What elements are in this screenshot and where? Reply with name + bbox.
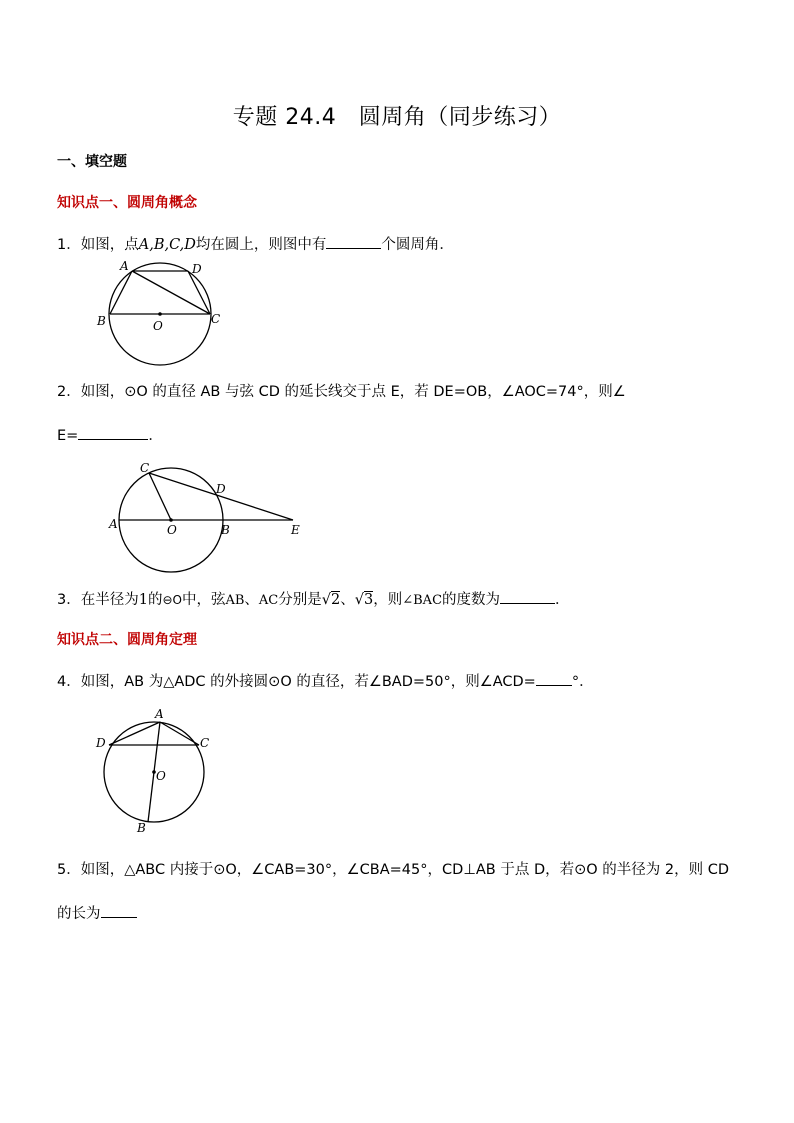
label-a: A <box>109 517 118 531</box>
question-3-suffix: ． <box>555 592 570 608</box>
section-heading-fill-blank: 一、填空题 <box>57 154 127 170</box>
sqrt-2: √2 <box>321 592 341 608</box>
question-1-suffix: 个圆周角． <box>381 237 454 253</box>
question-1-points: A,B,C,D <box>138 237 196 253</box>
question-2-prefix: E= <box>57 428 79 444</box>
question-5-line-2 <box>57 902 137 923</box>
answer-blank-1[interactable] <box>326 247 381 249</box>
label-b: B <box>221 523 230 537</box>
label-b: B <box>137 821 146 835</box>
question-5-line-1: 5．如图，△ABC 内接于⊙O，∠CAB=30°，∠CBA=45°，CD⊥AB 于点 D，若⊙O 的半径为 2，则 CD <box>57 862 730 878</box>
question-1 <box>57 233 454 254</box>
question-4 <box>57 670 594 691</box>
question-4-text: 4．如图，AB 为△ADC 的外接圆⊙O 的直径，若∠BAD=50°，则∠ACD= <box>57 674 536 690</box>
center-point <box>158 312 162 316</box>
knowledge-point-heading-1: 知识点一、圆周角概念 <box>57 195 197 211</box>
question-3-text: 的 <box>147 592 163 608</box>
label-d: D <box>216 482 226 496</box>
label-o: O <box>167 523 177 537</box>
figure-question-2 <box>105 458 310 573</box>
question-5-text: 的长为 <box>57 906 101 922</box>
circle-symbol: ⊖O <box>162 593 182 607</box>
page-title: 专题 24.4 圆周角（同步练习） <box>232 105 562 130</box>
label-b: B <box>97 314 106 328</box>
sqrt-3: √3 <box>354 592 374 608</box>
figure-question-4 <box>90 702 220 837</box>
answer-blank-2[interactable] <box>78 438 148 440</box>
label-d: D <box>192 262 202 276</box>
label-c: C <box>200 736 210 750</box>
question-2-line-2 <box>57 424 163 445</box>
answer-blank-5[interactable] <box>101 916 137 918</box>
center-point <box>169 518 173 522</box>
label-o: O <box>153 319 163 333</box>
chord-ac-label: AC <box>258 593 279 608</box>
answer-blank-3[interactable] <box>500 602 555 604</box>
question-1-mid: 均在圆上，则图中有 <box>195 237 327 253</box>
question-3-text: 中，弦 <box>181 592 226 608</box>
knowledge-point-heading-2: 知识点二、圆周角定理 <box>57 632 197 648</box>
label-c: C <box>140 461 150 475</box>
question-3-text: 分别是 <box>278 592 322 608</box>
question-1-prefix: 1．如图，点 <box>57 237 139 253</box>
label-e: E <box>291 523 300 537</box>
figure-question-1 <box>90 258 230 370</box>
label-a: A <box>155 707 164 721</box>
question-2-suffix: ． <box>148 428 163 444</box>
question-3-text: 、 <box>340 592 355 608</box>
label-o: O <box>156 769 166 783</box>
angle-bac: ∠BAC <box>402 593 443 608</box>
radius-oc <box>149 473 171 520</box>
question-3-text: 的度数为 <box>442 592 501 608</box>
question-3-radius: 1 <box>138 592 148 608</box>
question-2-line-1: 2．如图，⊙O 的直径 AB 与弦 CD 的延长线交于点 E，若 DE=OB，∠AOC=74°，则∠ <box>57 384 626 400</box>
question-3-text: 、 <box>244 592 259 608</box>
chord-ac <box>160 722 199 745</box>
answer-blank-4[interactable] <box>536 684 572 686</box>
line-ce <box>149 473 293 520</box>
question-3-text: ，则 <box>373 592 403 608</box>
question-4-suffix: °． <box>571 674 594 690</box>
label-d: D <box>96 736 106 750</box>
label-a: A <box>120 259 129 273</box>
question-3 <box>57 588 570 609</box>
chord-ab-label: AB <box>225 593 245 608</box>
label-c: C <box>211 312 221 326</box>
question-3-prefix: 3．在半径为 <box>57 592 139 608</box>
